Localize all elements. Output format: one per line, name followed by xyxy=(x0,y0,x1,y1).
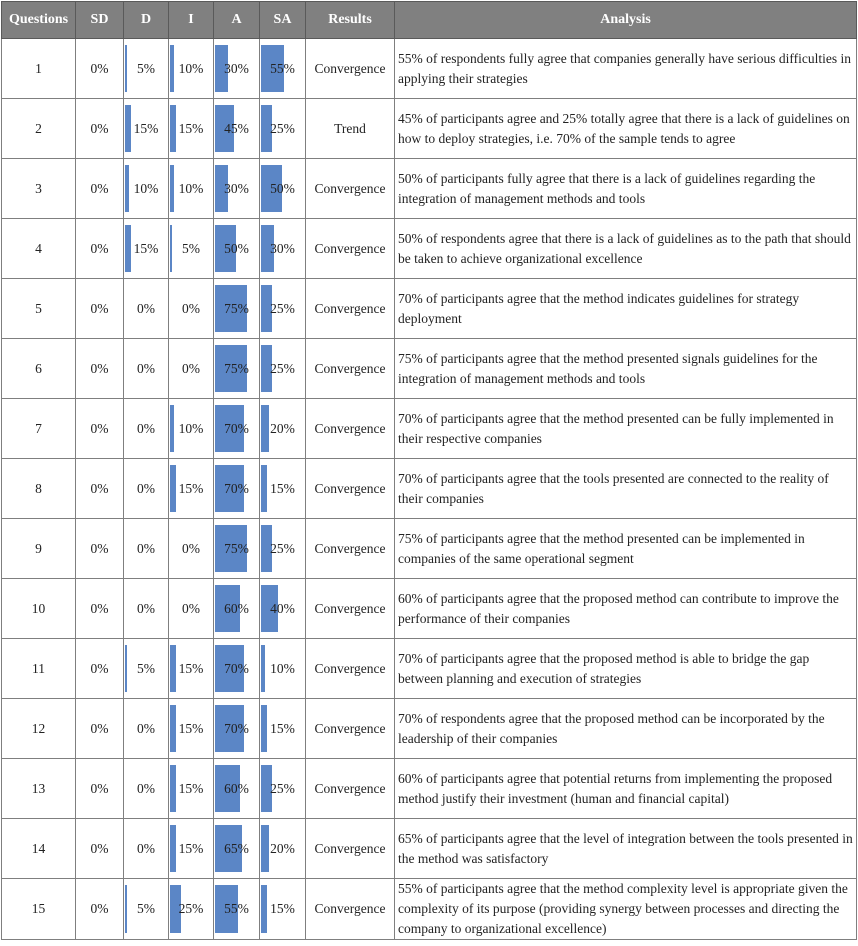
d-bar-cell xyxy=(124,519,169,579)
data-bar xyxy=(170,825,176,872)
result-cell: Convergence xyxy=(306,159,395,219)
sd-cell: 0% xyxy=(76,399,124,459)
result-cell: Convergence xyxy=(306,819,395,879)
question-number-cell: 12 xyxy=(2,699,76,759)
sd-cell: 0% xyxy=(76,339,124,399)
a-bar-cell xyxy=(214,579,260,639)
bar-value: 15% xyxy=(178,120,204,136)
bar-value: 10% xyxy=(178,420,204,436)
data-bar xyxy=(170,165,174,212)
bar-value: 0% xyxy=(182,360,200,376)
bar-value: 10% xyxy=(270,660,295,676)
data-bar xyxy=(125,105,131,152)
table-row xyxy=(2,99,857,159)
result-cell: Convergence xyxy=(306,579,395,639)
analysis-cell: 75% of participants agree that the method presented signals guidelines for the integration of management methods and tools xyxy=(395,339,857,399)
i-bar-cell xyxy=(169,879,214,940)
sa-bar-cell xyxy=(260,579,306,639)
i-bar-cell xyxy=(169,819,214,879)
analysis-cell: 75% of participants agree that the method presented can be implemented in companies of the same operational segment xyxy=(395,519,857,579)
sd-cell: 0% xyxy=(76,219,124,279)
bar-value: 75% xyxy=(224,300,249,316)
sa-bar-cell xyxy=(260,399,306,459)
header-sa: SA xyxy=(260,2,306,39)
table-body xyxy=(2,39,857,940)
bar-value: 50% xyxy=(270,180,295,196)
table-row xyxy=(2,579,857,639)
sa-bar-cell xyxy=(260,159,306,219)
data-bar xyxy=(170,405,174,452)
bar-value: 75% xyxy=(224,540,249,556)
question-number-cell: 14 xyxy=(2,819,76,879)
bar-value: 15% xyxy=(178,780,204,796)
a-bar-cell xyxy=(214,279,260,339)
a-bar-cell xyxy=(214,759,260,819)
result-cell: Convergence xyxy=(306,459,395,519)
analysis-cell: 65% of participants agree that the level of integration between the tools presented in the method was satisfactory xyxy=(395,819,857,879)
bar-value: 15% xyxy=(133,120,159,136)
data-bar xyxy=(125,165,129,212)
i-bar-cell xyxy=(169,279,214,339)
sd-cell: 0% xyxy=(76,639,124,699)
result-cell: Convergence xyxy=(306,279,395,339)
survey-results-table xyxy=(1,1,857,940)
header-row xyxy=(2,2,857,39)
bar-value: 70% xyxy=(224,660,249,676)
table-row xyxy=(2,459,857,519)
d-bar-cell xyxy=(124,819,169,879)
i-bar-cell xyxy=(169,579,214,639)
sd-cell: 0% xyxy=(76,99,124,159)
analysis-cell: 55% of participants agree that the method complexity level is appropriate given the complexity of its purpose (providing synergy between processes and directing the company to organizational excellence) xyxy=(395,879,857,940)
result-cell: Convergence xyxy=(306,339,395,399)
table-row xyxy=(2,39,857,99)
bar-value: 5% xyxy=(137,60,155,76)
sa-bar-cell xyxy=(260,99,306,159)
i-bar-cell xyxy=(169,759,214,819)
sd-cell: 0% xyxy=(76,159,124,219)
bar-value: 50% xyxy=(224,240,249,256)
bar-value: 0% xyxy=(182,300,200,316)
bar-value: 0% xyxy=(137,600,155,616)
d-bar-cell xyxy=(124,579,169,639)
a-bar-cell xyxy=(214,459,260,519)
question-number-cell: 1 xyxy=(2,39,76,99)
data-bar xyxy=(261,405,269,452)
data-bar xyxy=(261,825,269,872)
sa-bar-cell xyxy=(260,219,306,279)
d-bar-cell xyxy=(124,639,169,699)
bar-value: 10% xyxy=(133,180,159,196)
data-bar xyxy=(125,225,131,272)
a-bar-cell xyxy=(214,639,260,699)
result-cell: Convergence xyxy=(306,399,395,459)
a-bar-cell xyxy=(214,219,260,279)
bar-value: 15% xyxy=(270,901,295,916)
d-bar-cell xyxy=(124,339,169,399)
question-number-cell: 9 xyxy=(2,519,76,579)
analysis-cell: 50% of participants fully agree that there is a lack of guidelines regarding the integration of management methods and tools xyxy=(395,159,857,219)
table-row xyxy=(2,759,857,819)
bar-value: 0% xyxy=(182,540,200,556)
bar-value: 10% xyxy=(178,180,204,196)
analysis-cell: 70% of participants agree that the method presented can be fully implemented in their respective companies xyxy=(395,399,857,459)
i-bar-cell xyxy=(169,399,214,459)
a-bar-cell xyxy=(214,819,260,879)
question-number-cell: 15 xyxy=(2,879,76,940)
bar-value: 0% xyxy=(137,540,155,556)
question-number-cell: 3 xyxy=(2,159,76,219)
header-analysis: Analysis xyxy=(395,2,857,39)
d-bar-cell xyxy=(124,159,169,219)
bar-value: 30% xyxy=(224,60,249,76)
i-bar-cell xyxy=(169,39,214,99)
result-cell: Convergence xyxy=(306,759,395,819)
data-bar xyxy=(261,465,267,512)
analysis-cell: 60% of participants agree that potential returns from implementing the proposed method justify their investment (human and financial capital) xyxy=(395,759,857,819)
bar-value: 25% xyxy=(270,540,295,556)
bar-value: 45% xyxy=(224,120,249,136)
sd-cell: 0% xyxy=(76,699,124,759)
analysis-cell: 70% of participants agree that the tools presented are connected to the reality of their companies xyxy=(395,459,857,519)
sa-bar-cell xyxy=(260,699,306,759)
data-bar xyxy=(125,45,127,92)
result-cell: Convergence xyxy=(306,519,395,579)
bar-value: 15% xyxy=(178,480,204,496)
bar-value: 25% xyxy=(270,360,295,376)
table-row xyxy=(2,819,857,879)
sa-bar-cell xyxy=(260,279,306,339)
bar-value: 15% xyxy=(178,840,204,856)
d-bar-cell xyxy=(124,699,169,759)
bar-value: 0% xyxy=(137,360,155,376)
question-number-cell: 13 xyxy=(2,759,76,819)
i-bar-cell xyxy=(169,339,214,399)
question-number-cell: 7 xyxy=(2,399,76,459)
a-bar-cell xyxy=(214,399,260,459)
sa-bar-cell xyxy=(260,339,306,399)
bar-value: 70% xyxy=(224,720,249,736)
bar-value: 25% xyxy=(270,300,295,316)
data-bar xyxy=(170,45,174,92)
analysis-cell: 70% of participants agree that the proposed method is able to bridge the gap between planning and execution of strategies xyxy=(395,639,857,699)
table-row xyxy=(2,399,857,459)
bar-value: 0% xyxy=(137,780,155,796)
data-bar xyxy=(170,225,172,272)
i-bar-cell xyxy=(169,159,214,219)
analysis-cell: 70% of respondents agree that the proposed method can be incorporated by the leadership of their companies xyxy=(395,699,857,759)
table-row xyxy=(2,339,857,399)
data-bar xyxy=(170,105,176,152)
bar-value: 0% xyxy=(137,480,155,496)
bar-value: 15% xyxy=(270,480,295,496)
sa-bar-cell xyxy=(260,879,306,940)
data-bar xyxy=(125,885,127,933)
bar-value: 40% xyxy=(270,600,295,616)
table-header xyxy=(2,2,857,39)
sd-cell: 0% xyxy=(76,759,124,819)
header-sd: SD xyxy=(76,2,124,39)
question-number-cell: 11 xyxy=(2,639,76,699)
header-questions: Questions xyxy=(2,2,76,39)
sa-bar-cell xyxy=(260,39,306,99)
bar-value: 60% xyxy=(224,780,249,796)
sd-cell: 0% xyxy=(76,819,124,879)
bar-value: 55% xyxy=(270,60,295,76)
question-number-cell: 6 xyxy=(2,339,76,399)
bar-value: 25% xyxy=(270,780,295,796)
data-bar xyxy=(261,705,267,752)
result-cell: Convergence xyxy=(306,219,395,279)
header-i: I xyxy=(169,2,214,39)
i-bar-cell xyxy=(169,219,214,279)
sd-cell: 0% xyxy=(76,279,124,339)
sd-cell: 0% xyxy=(76,879,124,940)
data-bar xyxy=(170,465,176,512)
bar-value: 10% xyxy=(178,60,204,76)
question-number-cell: 8 xyxy=(2,459,76,519)
data-bar xyxy=(261,645,265,692)
d-bar-cell xyxy=(124,279,169,339)
sd-cell: 0% xyxy=(76,579,124,639)
bar-value: 0% xyxy=(182,600,200,616)
d-bar-cell xyxy=(124,219,169,279)
bar-value: 70% xyxy=(224,480,249,496)
bar-value: 5% xyxy=(182,240,200,256)
i-bar-cell xyxy=(169,459,214,519)
bar-value: 0% xyxy=(137,840,155,856)
data-bar xyxy=(170,705,176,752)
analysis-cell: 70% of participants agree that the method indicates guidelines for strategy deployment xyxy=(395,279,857,339)
sa-bar-cell xyxy=(260,459,306,519)
bar-value: 25% xyxy=(270,120,295,136)
bar-value: 60% xyxy=(224,600,249,616)
sd-cell: 0% xyxy=(76,519,124,579)
table-row xyxy=(2,279,857,339)
i-bar-cell xyxy=(169,99,214,159)
question-number-cell: 10 xyxy=(2,579,76,639)
a-bar-cell xyxy=(214,159,260,219)
bar-value: 0% xyxy=(137,720,155,736)
result-cell: Trend xyxy=(306,99,395,159)
a-bar-cell xyxy=(214,879,260,940)
data-bar xyxy=(170,765,176,812)
sd-cell: 0% xyxy=(76,39,124,99)
table-row xyxy=(2,519,857,579)
data-bar xyxy=(170,645,176,692)
bar-value: 0% xyxy=(137,420,155,436)
a-bar-cell xyxy=(214,99,260,159)
table-row xyxy=(2,639,857,699)
question-number-cell: 2 xyxy=(2,99,76,159)
bar-value: 55% xyxy=(224,901,249,916)
result-cell: Convergence xyxy=(306,879,395,940)
sa-bar-cell xyxy=(260,759,306,819)
header-a: A xyxy=(214,2,260,39)
bar-value: 30% xyxy=(270,240,295,256)
a-bar-cell xyxy=(214,339,260,399)
analysis-cell: 55% of respondents fully agree that companies generally have serious difficulties in applying their strategies xyxy=(395,39,857,99)
bar-value: 75% xyxy=(224,360,249,376)
result-cell: Convergence xyxy=(306,699,395,759)
result-cell: Convergence xyxy=(306,639,395,699)
i-bar-cell xyxy=(169,699,214,759)
d-bar-cell xyxy=(124,99,169,159)
bar-value: 15% xyxy=(133,240,159,256)
a-bar-cell xyxy=(214,519,260,579)
analysis-cell: 50% of respondents agree that there is a lack of guidelines as to the path that should be taken to achieve organizational excellence xyxy=(395,219,857,279)
header-results: Results xyxy=(306,2,395,39)
d-bar-cell xyxy=(124,399,169,459)
question-number-cell: 5 xyxy=(2,279,76,339)
bar-value: 5% xyxy=(137,660,155,676)
i-bar-cell xyxy=(169,639,214,699)
bar-value: 65% xyxy=(224,840,249,856)
table-row xyxy=(2,219,857,279)
sa-bar-cell xyxy=(260,819,306,879)
sd-cell: 0% xyxy=(76,459,124,519)
bar-value: 15% xyxy=(178,720,204,736)
sa-bar-cell xyxy=(260,519,306,579)
data-bar xyxy=(261,885,267,933)
bar-value: 20% xyxy=(270,840,295,856)
a-bar-cell xyxy=(214,39,260,99)
a-bar-cell xyxy=(214,699,260,759)
table-row xyxy=(2,699,857,759)
analysis-cell: 45% of participants agree and 25% totally agree that there is a lack of guidelines on how to deploy strategies, i.e. 70% of the sample tends to agree xyxy=(395,99,857,159)
d-bar-cell xyxy=(124,879,169,940)
bar-value: 30% xyxy=(224,180,249,196)
result-cell: Convergence xyxy=(306,39,395,99)
bar-value: 0% xyxy=(137,300,155,316)
bar-value: 15% xyxy=(270,720,295,736)
table-row xyxy=(2,159,857,219)
d-bar-cell xyxy=(124,459,169,519)
sa-bar-cell xyxy=(260,639,306,699)
d-bar-cell xyxy=(124,39,169,99)
bar-value: 70% xyxy=(224,420,249,436)
d-bar-cell xyxy=(124,759,169,819)
table-row xyxy=(2,879,857,940)
bar-value: 5% xyxy=(137,901,155,916)
bar-value: 20% xyxy=(270,420,295,436)
question-number-cell: 4 xyxy=(2,219,76,279)
bar-value: 15% xyxy=(178,660,204,676)
bar-value: 25% xyxy=(178,901,204,916)
data-bar xyxy=(125,645,127,692)
analysis-cell: 60% of participants agree that the proposed method can contribute to improve the performance of their companies xyxy=(395,579,857,639)
header-d: D xyxy=(124,2,169,39)
i-bar-cell xyxy=(169,519,214,579)
